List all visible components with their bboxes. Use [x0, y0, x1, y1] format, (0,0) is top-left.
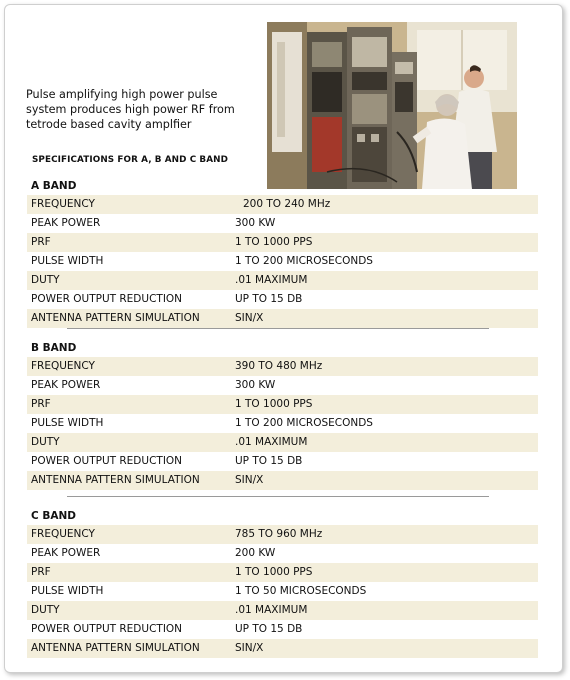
photo-caption: Pulse amplifying high power pulse system produces high power RF from tetrode based cavity amplfier — [26, 88, 235, 131]
spec-value: 1 TO 1000 PPS — [235, 236, 313, 248]
spec-row — [27, 452, 538, 471]
spec-label: POWER OUTPUT REDUCTION — [31, 623, 183, 635]
spec-row — [27, 433, 538, 452]
spec-label: PRF — [31, 398, 51, 410]
spec-label: ANTENNA PATTERN SIMULATION — [31, 474, 200, 486]
spec-label: FREQUENCY — [31, 528, 95, 540]
spec-row — [27, 601, 538, 620]
spec-value: 200 KW — [235, 547, 276, 559]
spec-value: 1 TO 200 MICROSECONDS — [235, 417, 373, 429]
spec-row — [27, 471, 538, 490]
spec-label: DUTY — [31, 436, 60, 448]
band-title: C BAND — [31, 510, 76, 522]
spec-row — [27, 357, 538, 376]
spec-row — [27, 252, 538, 271]
spec-value: .01 MAXIMUM — [235, 436, 308, 448]
spec-value: UP TO 15 DB — [235, 293, 303, 305]
spec-value: .01 MAXIMUM — [235, 274, 308, 286]
spec-row — [27, 214, 538, 233]
spec-label: PULSE WIDTH — [31, 585, 104, 597]
spec-value: SIN/X — [235, 474, 264, 486]
spec-row — [27, 582, 538, 601]
spec-row — [27, 233, 538, 252]
spec-label: FREQUENCY — [31, 360, 95, 372]
specifications-heading: SPECIFICATIONS FOR A, B AND C BAND — [32, 155, 228, 165]
spec-value: UP TO 15 DB — [235, 455, 303, 467]
spec-label: ANTENNA PATTERN SIMULATION — [31, 312, 200, 324]
spec-value: 1 TO 1000 PPS — [235, 566, 313, 578]
spec-value: UP TO 15 DB — [235, 623, 303, 635]
spec-row — [27, 195, 538, 214]
spec-label: ANTENNA PATTERN SIMULATION — [31, 642, 200, 654]
spec-value: 1 TO 1000 PPS — [235, 398, 313, 410]
equipment-photo — [267, 22, 517, 189]
spec-value: 390 TO 480 MHz — [235, 360, 323, 372]
b-band-section — [27, 340, 538, 490]
spec-row — [27, 376, 538, 395]
spec-value: SIN/X — [235, 642, 264, 654]
spec-row — [27, 563, 538, 582]
spec-value: .01 MAXIMUM — [235, 604, 308, 616]
spec-label: PRF — [31, 236, 51, 248]
spec-label: PEAK POWER — [31, 547, 101, 559]
spec-label: PEAK POWER — [31, 379, 101, 391]
spec-value: 300 KW — [235, 379, 276, 391]
spec-row — [27, 544, 538, 563]
spec-label: PEAK POWER — [31, 217, 101, 229]
spec-row — [27, 395, 538, 414]
spec-label: DUTY — [31, 604, 60, 616]
spec-label: PULSE WIDTH — [31, 417, 104, 429]
spec-row — [27, 290, 538, 309]
spec-label: PRF — [31, 566, 51, 578]
spec-value: SIN/X — [235, 312, 264, 324]
spec-value: 300 KW — [235, 217, 276, 229]
spec-value: 200 TO 240 MHz — [243, 198, 331, 210]
spec-label: POWER OUTPUT REDUCTION — [31, 293, 183, 305]
section-divider — [67, 328, 489, 329]
spec-label: DUTY — [31, 274, 60, 286]
spec-value: 785 TO 960 MHz — [235, 528, 323, 540]
a-band-section — [27, 178, 538, 328]
c-band-section — [27, 508, 538, 658]
spec-row — [27, 414, 538, 433]
spec-value: 1 TO 50 MICROSECONDS — [235, 585, 367, 597]
spec-row — [27, 309, 538, 328]
spec-row — [27, 525, 538, 544]
band-title: B BAND — [31, 342, 77, 354]
band-title: A BAND — [31, 180, 77, 192]
spec-row — [27, 271, 538, 290]
spec-label: POWER OUTPUT REDUCTION — [31, 455, 183, 467]
spec-label: PULSE WIDTH — [31, 255, 104, 267]
spec-value: 1 TO 200 MICROSECONDS — [235, 255, 373, 267]
spec-row — [27, 620, 538, 639]
spec-row — [27, 639, 538, 658]
spec-label: FREQUENCY — [31, 198, 95, 210]
section-divider — [67, 496, 489, 497]
